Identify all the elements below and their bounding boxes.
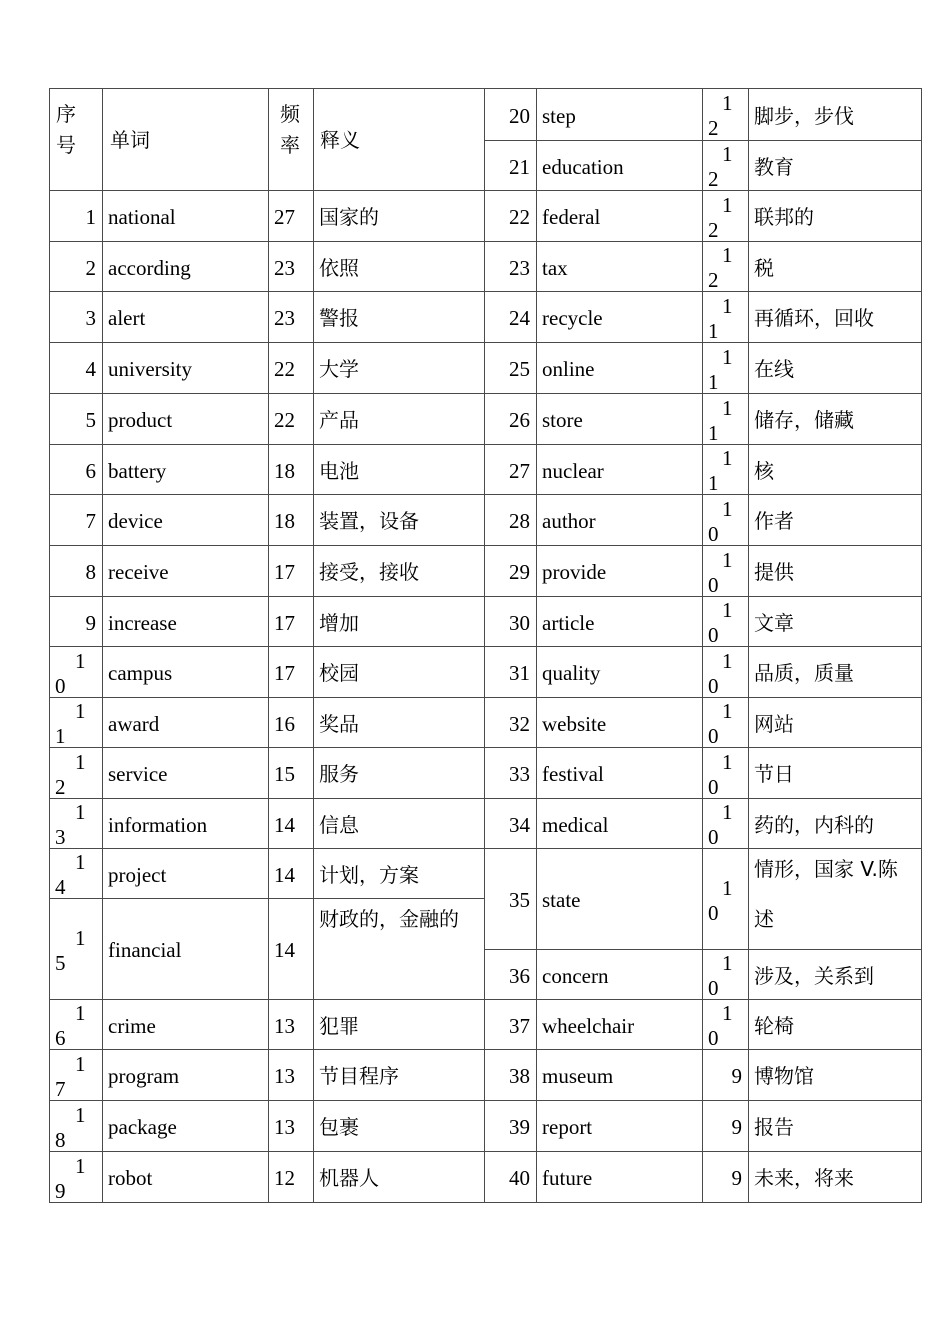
frequency-cell: 11	[708, 446, 745, 495]
meaning-cell: 网站	[754, 712, 794, 736]
meaning-cell: 文章	[754, 611, 794, 635]
frequency-cell: 14	[274, 938, 295, 962]
frequency-cell: 13	[274, 1014, 295, 1038]
word-cell: future	[542, 1166, 593, 1190]
row-divider-right-8	[484, 545, 922, 546]
meaning-cell: 犯罪	[319, 1014, 359, 1038]
word-cell: according	[108, 256, 191, 280]
row-divider-left-10	[49, 697, 485, 698]
meaning-cell: 信息	[319, 813, 359, 837]
row-divider-left-17	[49, 1100, 485, 1101]
meaning-cell: 品质，质量	[754, 661, 854, 685]
meaning-cell: 接受，接收	[319, 560, 419, 584]
meaning-cell: 核	[754, 459, 774, 483]
meaning-cell: 装置，设备	[319, 509, 419, 533]
meaning-cell: 提供	[754, 560, 794, 584]
frequency-cell: 15	[274, 762, 295, 786]
row-divider-right-5	[484, 393, 922, 394]
frequency-cell: 17	[274, 661, 295, 685]
word-cell: nuclear	[542, 459, 604, 483]
frequency-cell: 11	[708, 294, 745, 343]
frequency-cell: 13	[274, 1115, 295, 1139]
frequency-cell: 12	[708, 91, 745, 140]
row-number: 3	[85, 306, 96, 330]
row-number: 16	[55, 1001, 98, 1050]
row-divider-right-10	[484, 646, 922, 647]
row-number: 12	[55, 750, 98, 799]
row-number: 11	[55, 699, 98, 748]
meaning-cell: 节目程序	[319, 1064, 399, 1088]
meaning-cell: 校园	[319, 661, 359, 685]
row-divider-right-4	[484, 342, 922, 343]
row-divider-right-18	[484, 1100, 922, 1101]
frequency-cell: 11	[708, 345, 745, 394]
table-border-top	[49, 88, 922, 89]
meaning-cell: 财政的，金融的	[319, 907, 459, 931]
row-divider-right-3	[484, 291, 922, 292]
row-divider-right-9	[484, 596, 922, 597]
frequency-cell: 27	[274, 205, 295, 229]
row-divider-right-12	[484, 747, 922, 748]
row-divider-left-12	[49, 798, 485, 799]
frequency-cell: 10	[708, 800, 745, 849]
meaning-cell: 情形，国家 V.陈述	[754, 857, 898, 931]
meaning-cell: 再循环，回收	[754, 306, 874, 330]
frequency-cell: 10	[708, 951, 745, 1000]
row-divider-left-18	[49, 1151, 485, 1152]
row-number: 31	[509, 661, 530, 685]
frequency-cell: 9	[731, 1115, 742, 1139]
frequency-cell: 14	[274, 813, 295, 837]
word-cell: program	[108, 1064, 180, 1088]
word-cell: receive	[108, 560, 169, 584]
row-divider-left-7	[49, 545, 485, 546]
meaning-cell: 警报	[319, 306, 359, 330]
word-cell: robot	[108, 1166, 153, 1190]
row-number: 36	[509, 964, 530, 988]
row-divider-right-7	[484, 494, 922, 495]
row-number: 1	[85, 205, 96, 229]
row-divider-left-6	[49, 494, 485, 495]
row-divider-left-1	[49, 241, 485, 242]
row-divider-left-15	[49, 999, 485, 1000]
row-divider-left-5	[49, 444, 485, 445]
row-number: 21	[509, 155, 530, 179]
meaning-cell: 奖品	[319, 712, 359, 736]
table-border-bottom	[49, 1202, 922, 1203]
word-cell: increase	[108, 611, 177, 635]
row-divider-left-16	[49, 1049, 485, 1050]
word-cell: museum	[542, 1064, 614, 1088]
meaning-cell: 教育	[754, 155, 794, 179]
word-cell: step	[542, 104, 576, 128]
word-cell: crime	[108, 1014, 156, 1038]
row-number: 25	[509, 357, 530, 381]
frequency-cell: 10	[708, 699, 745, 748]
frequency-cell: 12	[708, 142, 745, 191]
word-cell: wheelchair	[542, 1014, 635, 1038]
row-divider-right-19	[484, 1151, 922, 1152]
meaning-cell: 服务	[319, 762, 359, 786]
row-number: 22	[509, 205, 530, 229]
word-cell: battery	[108, 459, 167, 483]
row-number: 27	[509, 459, 530, 483]
row-number: 18	[55, 1103, 98, 1152]
row-number: 5	[85, 408, 96, 432]
meaning-cell: 产品	[319, 408, 359, 432]
row-divider-right-17	[484, 1049, 922, 1050]
row-number: 32	[509, 712, 530, 736]
row-number: 10	[55, 649, 98, 698]
frequency-cell: 22	[274, 357, 295, 381]
row-divider-right-13	[484, 798, 922, 799]
frequency-cell: 14	[274, 863, 295, 887]
row-divider-right-11	[484, 697, 922, 698]
row-number: 6	[85, 459, 96, 483]
word-cell: tax	[542, 256, 568, 280]
frequency-cell: 9	[731, 1166, 742, 1190]
row-divider-left-13	[49, 848, 485, 849]
row-number: 23	[509, 256, 530, 280]
meaning-cell: 税	[754, 256, 774, 280]
word-cell: product	[108, 408, 173, 432]
row-divider-left-3	[49, 342, 485, 343]
row-divider-right-6	[484, 444, 922, 445]
word-cell: national	[108, 205, 176, 229]
row-number: 29	[509, 560, 530, 584]
word-cell: project	[108, 863, 167, 887]
row-number: 26	[509, 408, 530, 432]
word-cell: recycle	[542, 306, 603, 330]
row-number: 14	[55, 850, 98, 899]
word-cell: service	[108, 762, 168, 786]
word-cell: information	[108, 813, 208, 837]
row-number: 37	[509, 1014, 530, 1038]
frequency-cell: 13	[274, 1064, 295, 1088]
row-number: 38	[509, 1064, 530, 1088]
frequency-cell: 22	[274, 408, 295, 432]
frequency-cell: 18	[274, 459, 295, 483]
word-cell: state	[542, 888, 581, 912]
meaning-cell: 轮椅	[754, 1014, 794, 1038]
meaning-cell: 增加	[319, 611, 359, 635]
row-number: 8	[85, 560, 96, 584]
row-number: 13	[55, 800, 98, 849]
row-number: 30	[509, 611, 530, 635]
frequency-cell: 12	[274, 1166, 295, 1190]
row-divider-right-15	[484, 949, 922, 950]
meaning-cell: 未来，将来	[754, 1166, 854, 1190]
row-number: 33	[509, 762, 530, 786]
word-cell: medical	[542, 813, 609, 837]
frequency-cell: 9	[731, 1064, 742, 1088]
row-divider-right-2	[484, 241, 922, 242]
meaning-cell: 包裹	[319, 1115, 359, 1139]
row-divider-right-0	[484, 140, 922, 141]
frequency-cell: 10	[708, 750, 745, 799]
row-divider-left-2	[49, 291, 485, 292]
row-number: 9	[85, 611, 96, 635]
word-cell: concern	[542, 964, 609, 988]
meaning-cell: 涉及，关系到	[754, 964, 874, 988]
word-cell: author	[542, 509, 596, 533]
word-cell: campus	[108, 661, 173, 685]
frequency-cell: 10	[708, 1001, 745, 1050]
meaning-cell: 博物馆	[754, 1064, 814, 1088]
meaning-cell: 国家的	[319, 205, 379, 229]
row-number: 17	[55, 1052, 98, 1101]
frequency-cell: 16	[274, 712, 295, 736]
word-cell: alert	[108, 306, 146, 330]
word-cell: quality	[542, 661, 601, 685]
header-freq: 频率	[280, 102, 300, 157]
word-cell: store	[542, 408, 583, 432]
row-number: 4	[85, 357, 96, 381]
row-divider-left-8	[49, 596, 485, 597]
row-number: 7	[85, 509, 96, 533]
row-divider-right-1	[484, 190, 922, 191]
frequency-cell: 17	[274, 611, 295, 635]
word-cell: federal	[542, 205, 601, 229]
meaning-cell: 在线	[754, 357, 794, 381]
meaning-cell: 机器人	[319, 1166, 379, 1190]
word-cell: report	[542, 1115, 593, 1139]
frequency-cell: 17	[274, 560, 295, 584]
row-number: 19	[55, 1154, 98, 1203]
row-divider-left-0	[49, 190, 485, 191]
word-cell: website	[542, 712, 607, 736]
row-number: 39	[509, 1115, 530, 1139]
frequency-cell: 10	[708, 548, 745, 597]
row-number: 2	[85, 256, 96, 280]
meaning-cell: 计划，方案	[319, 863, 419, 887]
row-number: 24	[509, 306, 530, 330]
row-divider-left-11	[49, 747, 485, 748]
meaning-cell: 报告	[754, 1115, 794, 1139]
word-cell: education	[542, 155, 624, 179]
frequency-cell: 23	[274, 306, 295, 330]
meaning-cell: 药的，内科的	[754, 813, 874, 837]
word-cell: financial	[108, 938, 182, 962]
word-cell: online	[542, 357, 595, 381]
frequency-cell: 12	[708, 243, 745, 292]
row-number: 20	[509, 104, 530, 128]
meaning-cell: 依照	[319, 256, 359, 280]
frequency-cell: 12	[708, 193, 745, 242]
meaning-cell: 脚步，步伐	[754, 104, 854, 128]
meaning-cell: 作者	[754, 509, 794, 533]
meaning-cell: 节日	[754, 762, 794, 786]
word-cell: article	[542, 611, 595, 635]
row-number: 40	[509, 1166, 530, 1190]
row-divider-left-4	[49, 393, 485, 394]
frequency-cell: 23	[274, 256, 295, 280]
meaning-cell: 电池	[319, 459, 359, 483]
meaning-cell: 联邦的	[754, 205, 814, 229]
frequency-cell: 10	[708, 876, 745, 925]
row-divider-right-16	[484, 999, 922, 1000]
row-number: 15	[55, 926, 98, 975]
row-number: 28	[509, 509, 530, 533]
frequency-cell: 10	[708, 497, 745, 546]
header-no: 序号	[56, 102, 76, 157]
header-word: 单词	[110, 128, 150, 152]
word-cell: festival	[542, 762, 604, 786]
meaning-cell: 储存，储藏	[754, 408, 854, 432]
word-cell: provide	[542, 560, 607, 584]
frequency-cell: 10	[708, 598, 745, 647]
header-meaning: 释义	[320, 128, 360, 152]
row-number: 34	[509, 813, 530, 837]
meaning-cell: 大学	[319, 357, 359, 381]
row-number: 35	[509, 888, 530, 912]
word-cell: university	[108, 357, 192, 381]
frequency-cell: 11	[708, 396, 745, 445]
frequency-cell: 10	[708, 649, 745, 698]
word-cell: package	[108, 1115, 177, 1139]
word-cell: award	[108, 712, 160, 736]
row-divider-left-9	[49, 646, 485, 647]
word-cell: device	[108, 509, 163, 533]
frequency-cell: 18	[274, 509, 295, 533]
